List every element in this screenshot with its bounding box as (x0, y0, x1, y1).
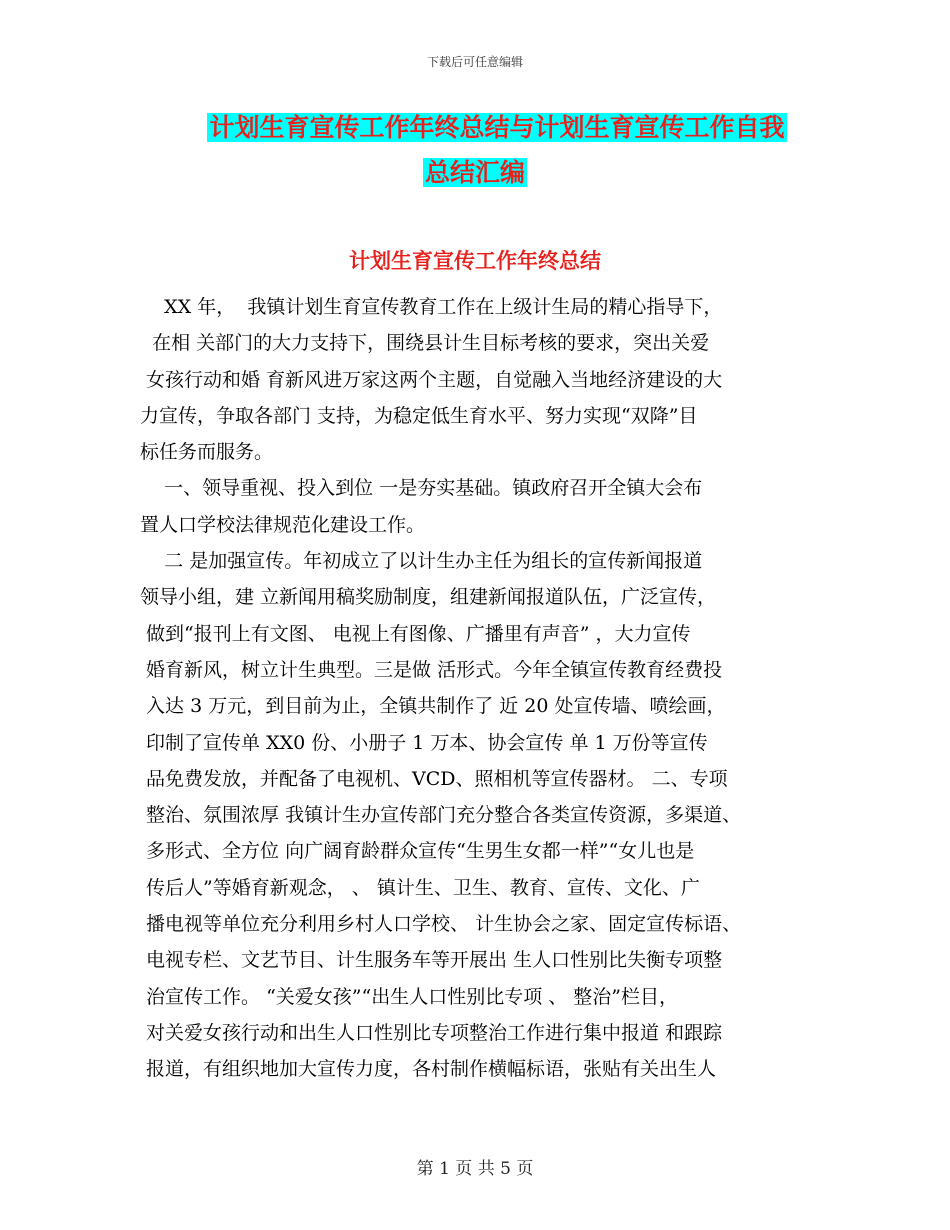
body-line: 对关爱女孩行动和出生人口性别比专项整治工作进行集中报道 和跟踪 (140, 1021, 723, 1044)
body-line: 领导小组，建 立新闻用稿奖励制度，组建新闻报道队伍，广泛宣传， (140, 586, 717, 609)
body-line: 婚育新风，树立计生典型。三是做 活形式。今年全镇宣传教育经费投 (140, 658, 723, 681)
body-line: 播电视等单位充分利用乡村人口学校、 计生协会之家、固定宣传标语、 (140, 913, 742, 936)
body-line: 女孩行动和婚 育新风进万家这两个主题，自觉融入当地经济建设的大 (140, 368, 723, 391)
body-line: 报道，有组织地加大宣传力度，各村制作横幅标语，张贴有关出生人 (140, 1058, 717, 1081)
document-title-line-1 (22, 108, 950, 148)
body-line: XX 年， 我镇计划生育宣传教育工作在上级计生局的精心指导下， (140, 296, 723, 318)
body-line: 力宣传，争取各部门 支持，为稳定低生育水平、努力实现“双降”目 (140, 404, 698, 427)
body-line: 品免费发放，并配备了电视机、VCD、照相机等宣传器材。 二、专项 (140, 767, 728, 790)
body-line: 入达 3 万元，到目前为止，全镇共制作了 近 20 处宣传墙、喷绘画， (140, 695, 726, 718)
body-line: 置人口学校法律规范化建设工作。 (140, 513, 426, 536)
body-line: 多形式、全方位 向广阔育龄群众宣传“生男生女都一样”“女儿也是 (140, 840, 695, 863)
page-footer: 第 1 页 共 5 页 (416, 1159, 534, 1179)
body-line: 印制了宣传单 XX0 份、小册子 1 万本、协会宣传 单 1 万份等宣传 (140, 731, 708, 754)
body-line: 电视专栏、文艺节目、计生服务车等开展出 生人口性别比失衡专项整 (140, 949, 723, 972)
body-line: 治宣传工作。 “关爱女孩”“出生人口性别比专项 、 整治”栏目， (140, 985, 679, 1008)
section-heading: 计划生育宣传工作年终总结 (349, 249, 601, 273)
body-line: 一、领导重视、投入到位 一是夯实基础。镇政府召开全镇大会布 (140, 477, 703, 500)
title-highlight-2: 总结汇编 (424, 158, 525, 187)
body-line: 做到“报刊上有文图、 电视上有图像、广播里有声音” ，大力宣传 (140, 622, 691, 645)
header-note: 下载后可任意编辑 (426, 55, 523, 69)
body-line: 标任务而服务。 (140, 441, 274, 464)
body-line: 在相 关部门的大力支持下，围绕县计生目标考核的要求，突出关爱 (140, 332, 710, 355)
body-line: 整治、氛围浓厚 我镇计生办宣传部门充分整合各类宣传资源，多渠道、 (140, 804, 742, 827)
body-line: 传后人”等婚育新观念， 、 镇计生、卫生、教育、宣传、文化、广 (140, 876, 700, 899)
document-title-line-2 (0, 153, 950, 193)
body-line: 二 是加强宣传。年初成立了以计生办主任为组长的宣传新闻报道 (140, 550, 703, 573)
body-text (140, 289, 810, 1088)
title-highlight-1: 计划生育宣传工作年终总结与计划生育宣传工作自我 (209, 113, 785, 142)
